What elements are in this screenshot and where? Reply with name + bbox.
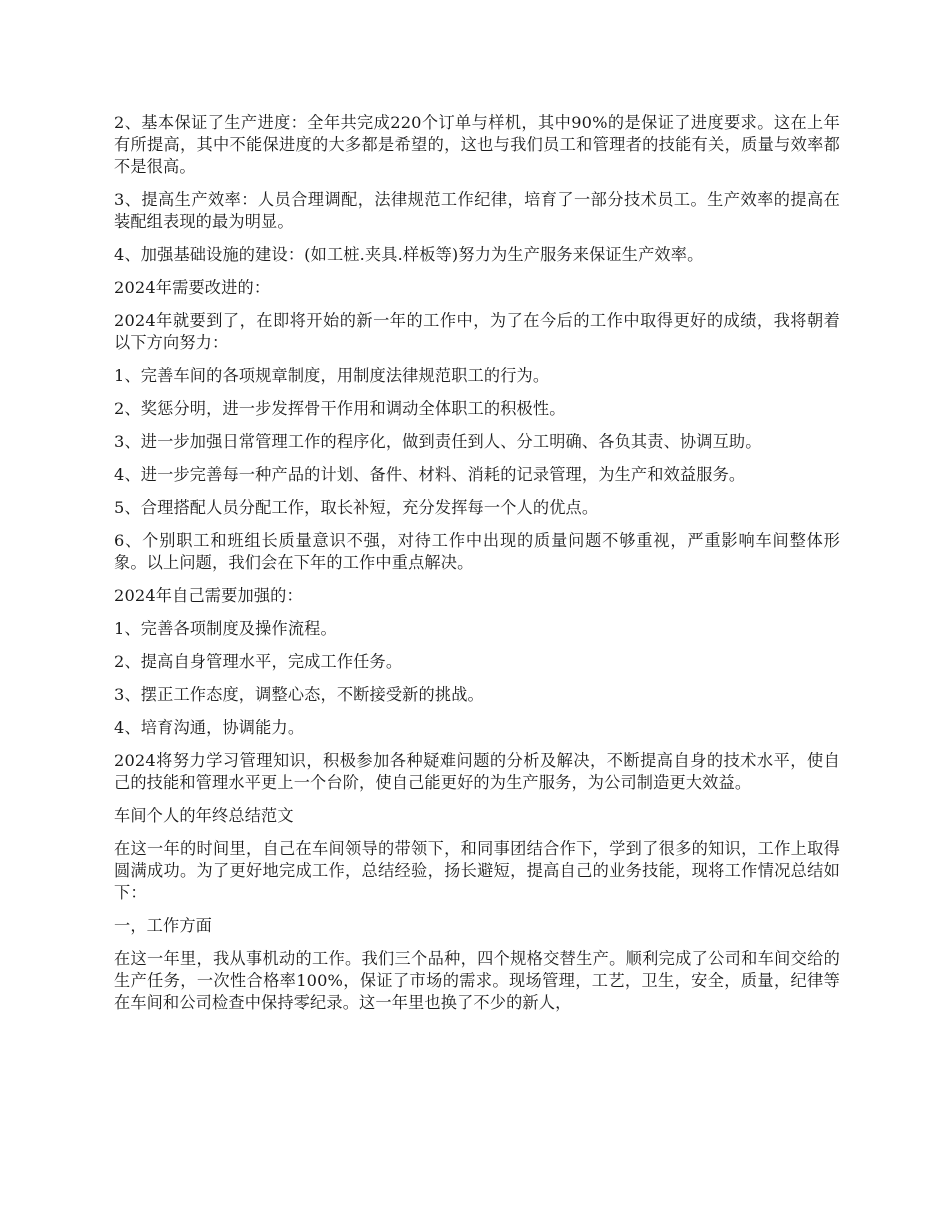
- list-item-improvement-3: 3、进一步加强日常管理工作的程序化，做到责任到人、分工明确、各负其责、协调互助。: [114, 432, 762, 451]
- list-item-improvement-5: 5、合理搭配人员分配工作，取长补短，充分发挥每一个人的优点。: [114, 498, 599, 517]
- heading-self-strengthen: 2024年自己需要加强的：: [114, 586, 303, 605]
- paragraph-sample-intro: 在这一年的时间里，自己在车间领导的带领下，和同事团结合作下，学到了很多的知识，工作上取得圆满成功。为了更好地完成工作，总结经验，扬长避短，提高自己的业务技能，现将工作情况总结如下：: [114, 839, 840, 902]
- paragraph-infrastructure: 4、加强基础设施的建设：(如工桩.夹具.样板等)努力为生产服务来保证生产效率。: [114, 245, 704, 264]
- heading-improvements: 2024年需要改进的：: [114, 278, 271, 297]
- list-item-improvement-6: 6、个别职工和班组长质量意识不强，对待工作中出现的质量问题不够重视，严重影响车间整体形象。以上问题，我们会在下年的工作中重点解决。: [114, 531, 840, 572]
- heading-work-aspect: 一，工作方面: [114, 916, 213, 935]
- paragraph-work-details: 在这一年里，我从事机动的工作。我们三个品种，四个规格交替生产。顺利完成了公司和车间交给的生产任务，一次性合格率100%，保证了市场的需求。现场管理，工艺，卫生，安全，质量，纪律等在车间和公司检查中保持零纪录。这一年里也换了不少的新人，: [114, 949, 840, 1012]
- list-item-self-3: 3、摆正工作态度，调整心态，不断接受新的挑战。: [114, 685, 484, 704]
- list-item-improvement-4: 4、进一步完善每一种产品的计划、备件、材料、消耗的记录管理，为生产和效益服务。: [114, 465, 746, 484]
- paragraph-2024-goals: 2024将努力学习管理知识，积极参加各种疑难问题的分析及解决，不断提高自身的技术水平，使自己的技能和管理水平更上一个台阶，使自己能更好的为生产服务，为公司制造更大效益。: [114, 751, 840, 792]
- paragraph-progress: 2、基本保证了生产进度：全年共完成220个订单与样机，其中90%的是保证了进度要求。这在上年有所提高，其中不能保进度的大多都是希望的，这也与我们员工和管理者的技能有关，质量与效率都不是很高。: [114, 113, 840, 176]
- paragraph-improvements-intro: 2024年就要到了，在即将开始的新一年的工作中，为了在今后的工作中取得更好的成绩，我将朝着以下方向努力：: [114, 311, 840, 352]
- list-item-improvement-1: 1、完善车间的各项规章制度，用制度法律规范职工的行为。: [114, 366, 550, 385]
- list-item-self-4: 4、培育沟通，协调能力。: [114, 718, 305, 737]
- list-item-improvement-2: 2、奖惩分明，进一步发挥骨干作用和调动全体职工的积极性。: [114, 399, 566, 418]
- document-page: [114, 112, 840, 1025]
- paragraph-efficiency: 3、提高生产效率：人员合理调配，法律规范工作纪律，培育了一部分技术员工。生产效率的提高在装配组表现的最为明显。: [114, 190, 840, 231]
- section-title-sample: 车间个人的年终总结范文: [114, 806, 294, 825]
- list-item-self-2: 2、提高自身管理水平，完成工作任务。: [114, 652, 403, 671]
- list-item-self-1: 1、完善各项制度及操作流程。: [114, 619, 337, 638]
